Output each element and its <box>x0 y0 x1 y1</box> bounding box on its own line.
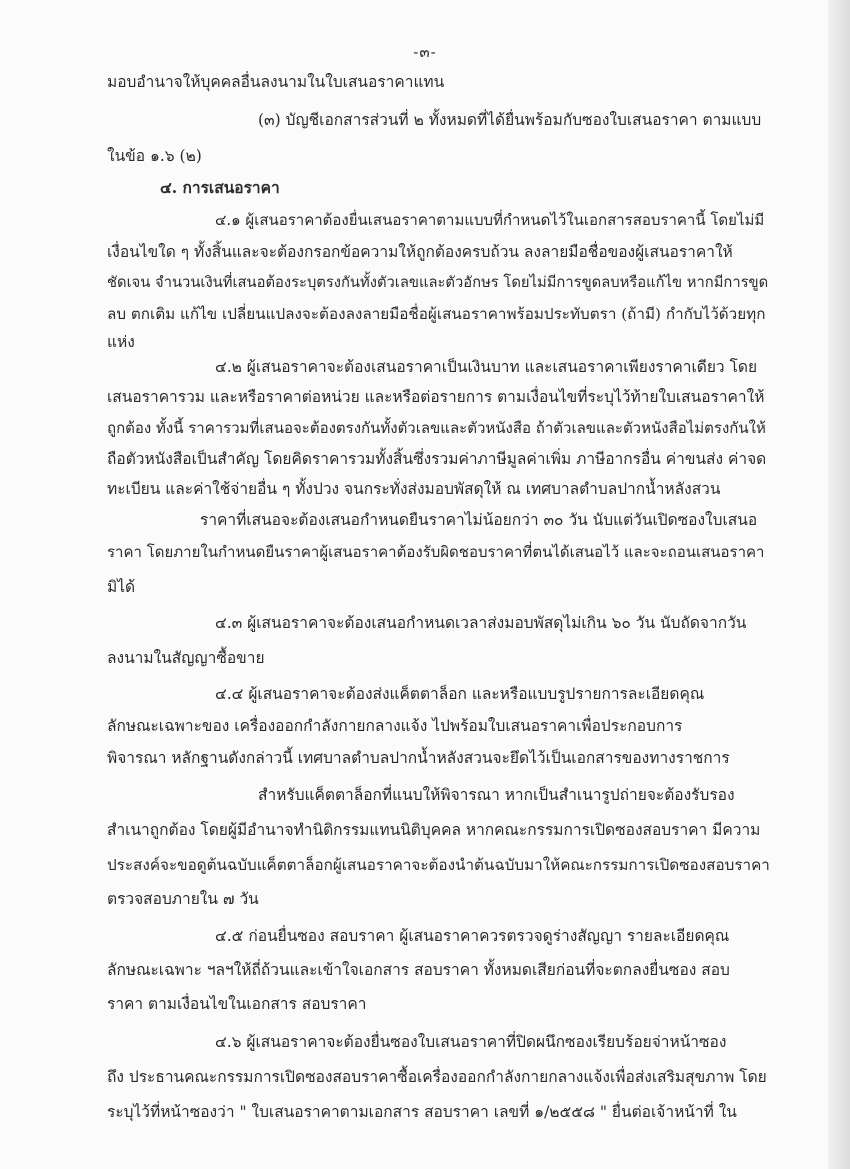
text-line: ถูกต้อง ทั้งนี้ ราคารวมที่เสนอจะต้องตรงกันทั้งตัวเลขและตัวหนังสือ ถ้าตัวเลขและตัวหนังสือไม่ตรงกันให้ <box>107 419 766 437</box>
section-heading: ๔. การเสนอราคา <box>160 178 280 197</box>
text-line: เสนอราคารวม และหรือราคาต่อหน่วย และหรือต่อรายการ ตามเงื่อนไขที่ระบุไว้ท้ายใบเสนอราคาให้ <box>107 388 765 406</box>
text-line: แห่ง <box>107 333 135 351</box>
text-line: ๔.๑ ผู้เสนอราคาต้องยื่นเสนอราคาตามแบบที่กำหนดไว้ในเอกสารสอบราคานี้ โดยไม่มี <box>215 211 765 229</box>
text-line: เงื่อนไขใด ๆ ทั้งสิ้นและจะต้องกรอกข้อความให้ถูกต้องครบถ้วน ลงลายมือชื่อของผู้เสนอราคาให้ <box>107 243 733 261</box>
text-line: ทะเบียน และค่าใช้จ่ายอื่น ๆ ทั้งปวง จนกระทั่งส่งมอบพัสดุให้ ณ เทศบาลตำบลปากน้ำหลังสวน <box>107 480 721 498</box>
text-line: ลงนามในสัญญาซื้อขาย <box>107 649 265 667</box>
text-line: มิได้ <box>107 578 136 596</box>
text-line: ราคา โดยภายในกำหนดยืนราคาผู้เสนอราคาต้องรับผิดชอบราคาที่ตนได้เสนอไว้ และจะถอนเสนอราคา <box>107 543 765 561</box>
text-line: สำหรับแค็ตตาล็อกที่แนบให้พิจารณา หากเป็นสำเนารูปถ่ายจะต้องรับรอง <box>258 786 735 804</box>
page-number: -๓- <box>413 43 437 61</box>
text-line: ตรวจสอบภายใน ๗ วัน <box>107 890 259 908</box>
text-line: มอบอำนาจให้บุคคลอื่นลงนามในใบเสนอราคาแทน <box>107 73 445 91</box>
text-line: ลักษณะเฉพาะ ฯลฯให้ถี่ถ้วนและเข้าใจเอกสาร สอบราคา ทั้งหมดเสียก่อนที่จะตกลงยื่นซอง สอบ <box>107 961 730 979</box>
text-line: ราคา ตามเงื่อนไขในเอกสาร สอบราคา <box>107 995 367 1013</box>
text-line: ถึง ประธานคณะกรรมการเปิดซองสอบราคาซื้อเครื่องออกกำลังกายกลางแจ้งเพื่อส่งเสริมสุขภาพ โดย <box>107 1068 767 1086</box>
text-line: ลักษณะเฉพาะของ เครื่องออกกำลังกายกลางแจ้ง ไปพร้อมใบเสนอราคาเพื่อประกอบการ <box>107 717 683 735</box>
text-line: พิจารณา หลักฐานดังกล่าวนี้ เทศบาลตำบลปากน้ำหลังสวนจะยึดไว้เป็นเอกสารของทางราชการ <box>107 749 730 767</box>
text-line: ชัดเจน จำนวนเงินที่เสนอต้องระบุตรงกันทั้งตัวเลขและตัวอักษร โดยไม่มีการขูดลบหรือแก้ไข หากมีการขูด <box>107 274 769 291</box>
page-edge-shadow <box>828 0 850 1169</box>
text-line: (๓) บัญชีเอกสารส่วนที่ ๒ ทั้งหมดที่ได้ยื่นพร้อมกับซองใบเสนอราคา ตามแบบ <box>258 111 762 129</box>
text-line: สำเนาถูกต้อง โดยผู้มีอำนาจทำนิติกรรมแทนนิติบุคคล หากคณะกรรมการเปิดซองสอบราคา มีความ <box>107 821 761 839</box>
text-line: ๔.๔ ผู้เสนอราคาจะต้องส่งแค็ตตาล็อก และหรือแบบรูปรายการละเอียดคุณ <box>215 685 705 703</box>
text-line: ถือตัวหนังสือเป็นสำคัญ โดยคิดราคารวมทั้งสิ้นซึ่งรวมค่าภาษีมูลค่าเพิ่ม ภาษีอากรอื่น ค่าขนส่ง ค่าจด <box>107 450 767 468</box>
text-line: ๔.๕ ก่อนยื่นซอง สอบราคา ผู้เสนอราคาควรตรวจดูร่างสัญญา รายละเอียดคุณ <box>215 927 730 945</box>
text-line: ลบ ตกเติม แก้ไข เปลี่ยนแปลงจะต้องลงลายมือชื่อผู้เสนอราคาพร้อมประทับตรา (ถ้ามี) กำกับไว้ด้วยทุก <box>107 305 766 323</box>
text-line: ระบุไว้ที่หน้าซองว่า " ใบเสนอราคาตามเอกสาร สอบราคา เลขที่ ๑/๒๕๕๘ " ยื่นต่อเจ้าหน้าที่ ใน <box>107 1103 737 1121</box>
text-line: ในข้อ ๑.๖ (๒) <box>107 147 202 165</box>
text-line: ๔.๒ ผู้เสนอราคาจะต้องเสนอราคาเป็นเงินบาท และเสนอราคาเพียงราคาเดียว โดย <box>215 358 758 376</box>
text-line: ๔.๖ ผู้เสนอราคาจะต้องยื่นซองใบเสนอราคาที่ปิดผนึกซองเรียบร้อยจ่าหน้าซอง <box>215 1033 727 1051</box>
text-line: ๔.๓ ผู้เสนอราคาจะต้องเสนอกำหนดเวลาส่งมอบพัสดุไม่เกิน ๖๐ วัน นับถัดจากวัน <box>215 614 747 632</box>
text-line: ราคาที่เสนอจะต้องเสนอกำหนดยืนราคาไม่น้อยกว่า ๓๐ วัน นับแต่วันเปิดซองใบเสนอ <box>200 511 758 529</box>
text-line: ประสงค์จะขอดูต้นฉบับแค็ตตาล็อกผู้เสนอราคาจะต้องนำต้นฉบับมาให้คณะกรรมการเปิดซองสอบราคา <box>107 856 770 874</box>
